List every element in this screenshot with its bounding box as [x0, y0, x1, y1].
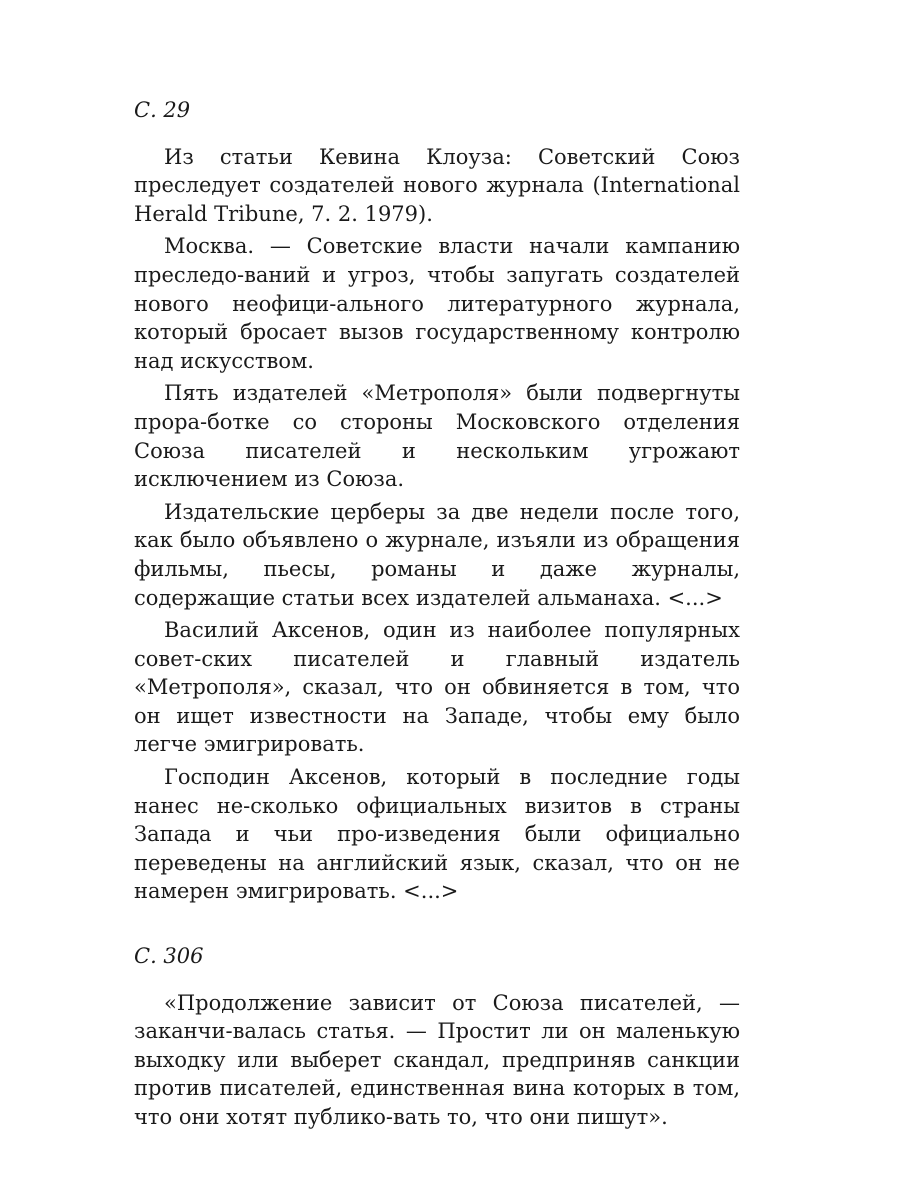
paragraph-aksenov-accused: Василий Аксенов, один из наиболее популярных совет-ских писателей и главный издатель «Метрополя», сказал, что он обвиняется в том, что он ищет известности на Западе, чтобы ему было легче эмигрировать.: [134, 618, 740, 757]
paragraph-continuation: «Продолжение зависит от Союза писателей, — заканчи-валась статья. — Простит ли он маленькую выходку или выберет скандал, предприняв санкции против писателей, единственная вина которых в том, что они хотят публико-вать то, что они пишут».: [134, 990, 740, 1129]
section-heading-page-29: С. 29: [134, 98, 191, 122]
paragraph-source-note: Из статьи Кевина Клоуза: Советский Союз преследует создателей нового журнала (International Herald Tribune, 7. 2. 1979).: [134, 144, 740, 226]
paragraph-cerberus: Издательские церберы за две недели после того, как было объявлено о журнале, изъяли из обращения фильмы, пьесы, романы и даже журналы, содержащие статьи всех издателей альманаха. <...>: [134, 499, 740, 610]
document-page: [134, 96, 740, 1136]
paragraph-five-publishers: Пять издателей «Метрополя» были подвергнуты прора-ботке со стороны Московского отделения Союза писателей и нескольким угрожают исключением из Союза.: [134, 381, 740, 492]
section-heading-page-306: С. 306: [134, 944, 204, 969]
paragraph-aksenov-visits: Господин Аксенов, который в последние годы нанес не-сколько официальных визитов в страны Запада и чьи про-изведения были официально переведены на английский язык, сказал, что он не намерен эмигрировать. <...>: [134, 765, 740, 904]
paragraph-moscow: Москва. — Советские власти начали кампанию преследо-ваний и угроз, чтобы запугать создателей нового неофици-ального литературного журнала, который бросает вызов государственному контролю над искусством.: [134, 234, 740, 373]
